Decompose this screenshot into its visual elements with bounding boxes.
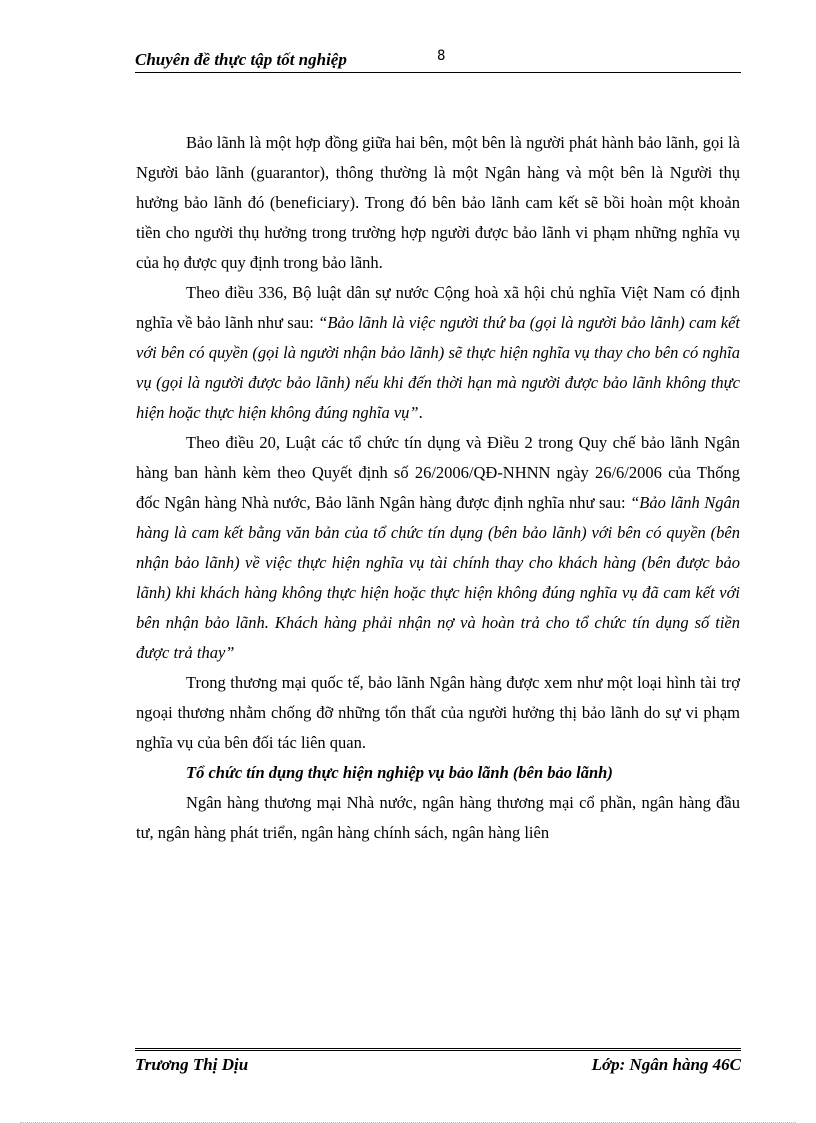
header-divider [135,72,741,73]
page-body [136,128,740,848]
paragraph-international-trade: Trong thương mại quốc tế, bảo lãnh Ngân hàng được xem như một loại hình tài trợ ngoại thương nhằm chống đỡ những tổn thất của người hưởng thị bảo lãnh do sự vi phạm nghĩa vụ của bên đối tác liên quan. [136,673,740,752]
paragraph-banking-law [136,428,740,668]
banking-law-intro: Theo điều 20, Luật các tổ chức tín dụng và Điều 2 trong Quy chế bảo lãnh Ngân hàng ban hành kèm theo Quyết định số 26/2006/QĐ-NHNN ngày 26/6/2006 của Thống đốc Ngân hàng Nhà nước, Bảo lãnh Ngân hàng được định nghĩa như sau: [136,433,740,512]
section-heading: Tổ chức tín dụng thực hiện nghiệp vụ bảo lãnh (bên bảo lãnh) [186,763,613,782]
document-title: Chuyên đề thực tập tốt nghiệp [135,50,347,69]
class-name: Lớp: Ngân hàng 46C [591,1055,741,1074]
paragraph-civil-code [136,278,740,428]
page-header [135,48,741,72]
civil-code-quote: “Bảo lãnh là việc người thứ ba (gọi là người bảo lãnh) cam kết với bên có quyền (gọi là người nhận bảo lãnh) sẽ thực hiện nghĩa vụ thay cho bên có nghĩa vụ (gọi là người được bảo lãnh) nếu khi đến thời hạn mà người được bảo lãnh không thực hiện hoặc thực hiện không đúng nghĩa vụ” [136,313,741,422]
author-name: Trương Thị Dịu [135,1055,249,1074]
civil-code-intro: Theo điều 336, Bộ luật dân sự nước Cộng hoà xã hội chủ nghĩa Việt Nam có định nghĩa về bảo lãnh như sau: [136,283,740,332]
page-footer [135,1055,741,1079]
banking-law-quote: “Bảo lãnh Ngân hàng là cam kết bằng văn bản của tổ chức tín dụng (bên bảo lãnh) với bên có quyền (bên nhận bảo lãnh) về việc thực hiện nghĩa vụ tài chính thay cho khách hàng (bên được bảo lãnh) khi khách hàng không thực hiện hoặc thực hiện không đúng nghĩa vụ đã cam kết với bên nhận bảo lãnh. Khách hàng phải nhận nợ và hoàn trả cho tổ chức tín dụng số tiền được trả thay” [136,493,740,662]
footer-divider [135,1048,741,1051]
page-number: 8 [437,48,446,64]
civil-code-end: . [418,403,423,422]
paragraph-definition: Bảo lãnh là một hợp đồng giữa hai bên, một bên là người phát hành bảo lãnh, gọi là Người bảo lãnh (guarantor), thông thường là một Ngân hàng và một bên là Người thụ hưởng bảo lãnh đó (beneficiary). Trong đó bên bảo lãnh cam kết sẽ bồi hoàn một khoản tiền cho người thụ hưởng trong trường hợp người được bảo lãnh vi phạm những nghĩa vụ của họ được quy định trong bảo lãnh. [136,133,740,272]
paragraph-credit-institutions: Ngân hàng thương mại Nhà nước, ngân hàng thương mại cổ phần, ngân hàng đầu tư, ngân hàng phát triển, ngân hàng chính sách, ngân hàng liên [136,793,740,842]
